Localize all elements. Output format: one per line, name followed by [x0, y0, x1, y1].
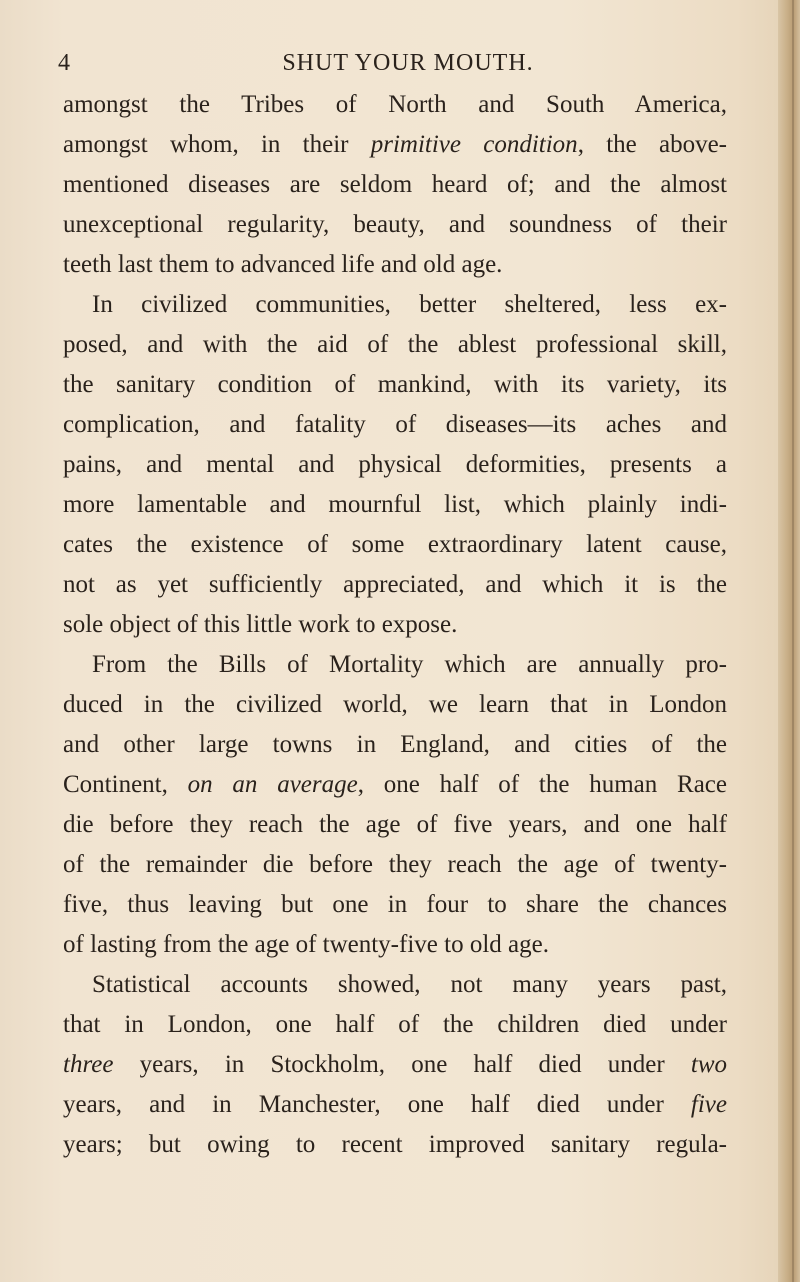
text-segment: die before they reach the age of five years, and one half: [63, 811, 727, 838]
text-line: [63, 885, 727, 925]
text-line: [63, 405, 727, 445]
text-segment: complication, and fatality of diseases—its aches and: [63, 411, 727, 438]
italic-text: on an average: [187, 771, 358, 798]
italic-text: primitive condition: [370, 131, 578, 158]
text-line: [63, 85, 727, 125]
text-line: [63, 1085, 727, 1125]
text-segment: the sanitary condition of mankind, with its variety, its: [63, 371, 727, 398]
text-line: [63, 485, 727, 525]
text-segment: that in London, one half of the children died under: [63, 1011, 727, 1038]
text-segment: In civilized communities, better sheltered, less ex-: [92, 291, 727, 318]
text-line: [63, 645, 727, 685]
text-segment: amongst the Tribes of North and South America,: [63, 91, 727, 118]
italic-text: two: [690, 1051, 727, 1078]
body-text: [63, 85, 727, 1165]
text-line: [63, 525, 727, 565]
text-segment: more lamentable and mournful list, which plainly indi-: [63, 491, 727, 518]
text-segment: amongst whom, in their: [63, 131, 371, 158]
text-line: [63, 1125, 727, 1165]
text-segment: unexceptional regularity, beauty, and soundness of their: [63, 211, 727, 238]
text-segment: years, in Stockholm, one half died under: [113, 1051, 691, 1078]
text-segment: of lasting from the age of twenty-five to old age.: [63, 931, 549, 958]
text-segment: , one half of the human Race: [357, 771, 727, 798]
text-line: [63, 325, 727, 365]
text-line: [63, 845, 727, 885]
text-segment: teeth last them to advanced life and old age.: [63, 251, 503, 278]
page-edge-line: [792, 0, 794, 1282]
text-segment: pains, and mental and physical deformities, presents a: [63, 451, 727, 478]
text-line: [63, 725, 727, 765]
text-line: [63, 285, 727, 325]
text-line: [63, 205, 727, 245]
text-segment: posed, and with the aid of the ablest professional skill,: [63, 331, 727, 358]
text-line: [63, 245, 727, 285]
page-edge: [778, 0, 800, 1282]
text-segment: years; but owing to recent improved sanitary regula-: [63, 1131, 727, 1158]
text-line: [63, 365, 727, 405]
text-line: [63, 565, 727, 605]
text-segment: not as yet sufficiently appreciated, and which it is the: [63, 571, 727, 598]
page-header: [58, 50, 758, 90]
text-segment: Statistical accounts showed, not many years past,: [92, 971, 727, 998]
text-line: [63, 1005, 727, 1045]
text-line: [63, 125, 727, 165]
text-segment: sole object of this little work to expose.: [63, 611, 458, 638]
text-segment: of the remainder die before they reach the age of twenty-: [63, 851, 727, 878]
text-segment: five, thus leaving but one in four to share the chances: [63, 891, 727, 918]
text-segment: duced in the civilized world, we learn that in London: [63, 691, 727, 718]
text-line: [63, 965, 727, 1005]
text-line: [63, 445, 727, 485]
text-line: [63, 165, 727, 205]
text-line: [63, 805, 727, 845]
text-line: [63, 925, 727, 965]
text-segment: cates the existence of some extraordinary latent cause,: [63, 531, 727, 558]
text-segment: , the above-: [577, 131, 727, 158]
running-title: SHUT YOUR MOUTH.: [282, 50, 534, 76]
text-line: [63, 605, 727, 645]
text-segment: and other large towns in England, and cities of the: [63, 731, 727, 758]
text-line: [63, 1045, 727, 1085]
text-segment: mentioned diseases are seldom heard of; and the almost: [63, 171, 727, 198]
page-number: 4: [58, 50, 70, 76]
text-segment: From the Bills of Mortality which are annually pro-: [92, 651, 727, 678]
text-segment: Continent,: [63, 771, 188, 798]
text-line: [63, 765, 727, 805]
italic-text: five: [690, 1091, 727, 1118]
text-line: [63, 685, 727, 725]
italic-text: three: [63, 1051, 114, 1078]
text-segment: years, and in Manchester, one half died under: [63, 1091, 691, 1118]
